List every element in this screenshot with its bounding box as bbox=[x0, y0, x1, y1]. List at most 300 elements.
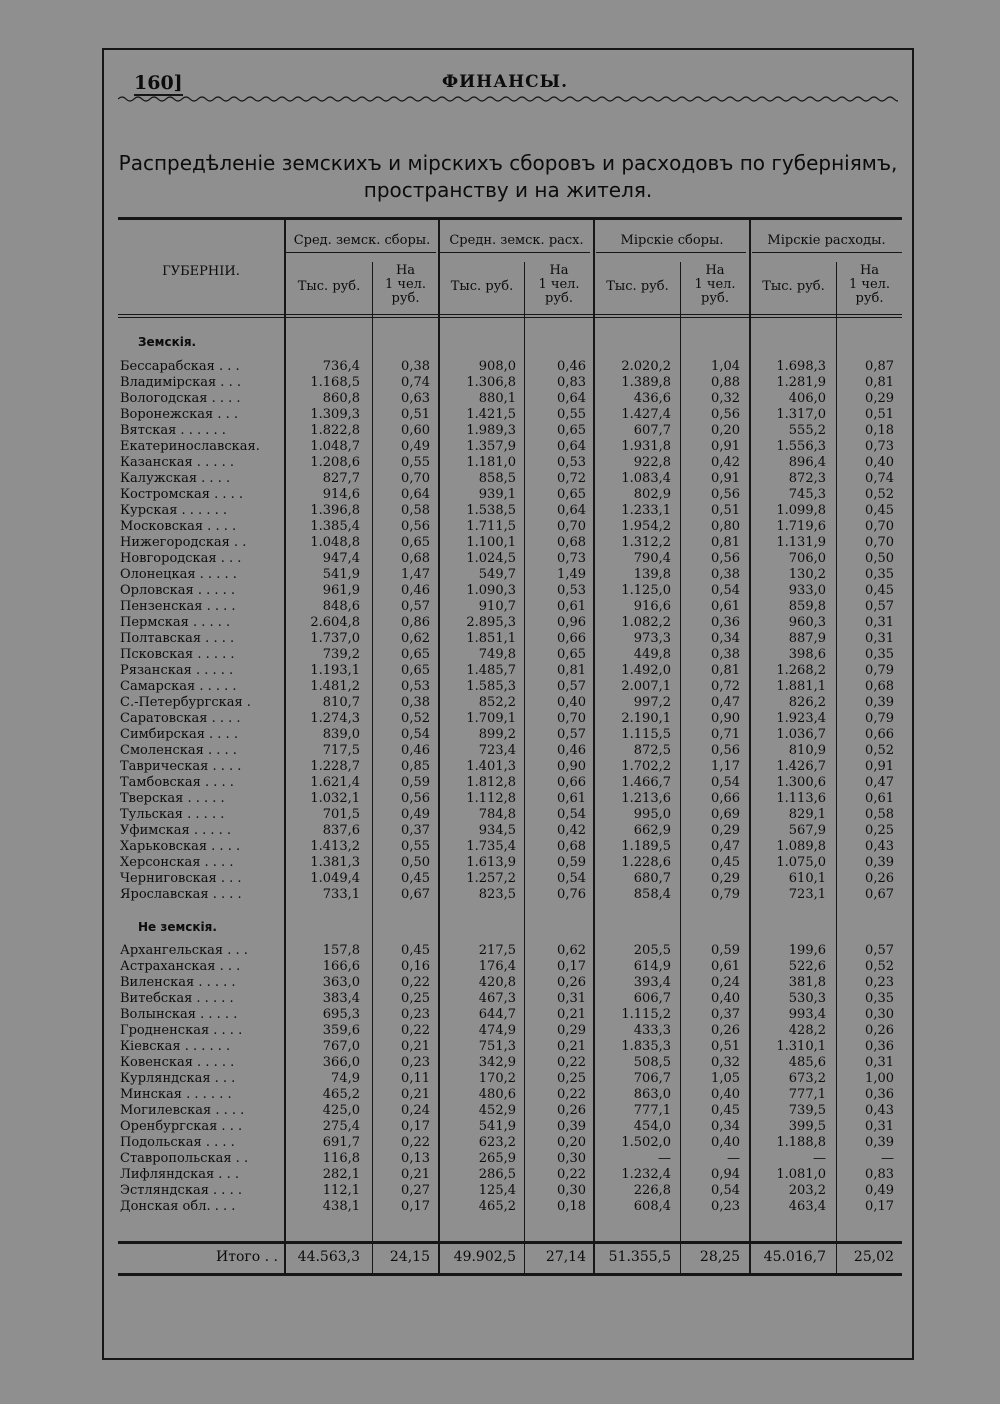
value-cell: 0,29 bbox=[865, 391, 894, 406]
value-cell: 859,8 bbox=[788, 599, 826, 614]
value-cell: 1.213,6 bbox=[621, 791, 671, 806]
value-cell: 961,9 bbox=[322, 583, 360, 598]
value-cell: 463,4 bbox=[788, 1199, 826, 1214]
table-row bbox=[118, 647, 902, 663]
value-cell: 0,61 bbox=[711, 959, 740, 974]
value-cell: 0,21 bbox=[401, 1167, 430, 1182]
value-cell: 0,49 bbox=[401, 807, 430, 822]
header-rule-2 bbox=[118, 317, 902, 318]
value-cell: 606,7 bbox=[633, 991, 671, 1006]
value-cell: 0,40 bbox=[711, 991, 740, 1006]
province-name: Херсонская . . . . bbox=[120, 855, 234, 870]
value-cell: 0,65 bbox=[401, 647, 430, 662]
value-cell: 0,49 bbox=[865, 1183, 894, 1198]
value-cell: 933,0 bbox=[788, 583, 826, 598]
province-name: Харьковская . . . . bbox=[120, 839, 241, 854]
total-cell: 25,02 bbox=[853, 1249, 894, 1265]
page-number: 160] bbox=[134, 72, 183, 94]
value-cell: 810,7 bbox=[322, 695, 360, 710]
value-cell: 1,04 bbox=[711, 359, 740, 374]
value-cell: 0,31 bbox=[865, 1055, 894, 1070]
value-cell: 0,27 bbox=[401, 1183, 430, 1198]
value-cell: 0,35 bbox=[865, 647, 894, 662]
province-name: Тульская . . . . . bbox=[120, 807, 225, 822]
value-cell: 0,34 bbox=[711, 631, 740, 646]
value-cell: 0,73 bbox=[865, 439, 894, 454]
value-cell: 0,40 bbox=[865, 455, 894, 470]
value-cell: 1.228,7 bbox=[310, 759, 360, 774]
value-cell: 449,8 bbox=[633, 647, 671, 662]
table-row bbox=[118, 839, 902, 855]
value-cell: 436,6 bbox=[633, 391, 671, 406]
value-cell: 0,16 bbox=[401, 959, 430, 974]
value-cell: 1.427,4 bbox=[621, 407, 671, 422]
table-row bbox=[118, 471, 902, 487]
value-cell: 0,59 bbox=[711, 943, 740, 958]
value-cell: 0,45 bbox=[401, 871, 430, 886]
value-cell: — bbox=[658, 1151, 671, 1166]
table-row bbox=[118, 375, 902, 391]
value-cell: 0,32 bbox=[711, 1055, 740, 1070]
value-cell: 567,9 bbox=[788, 823, 826, 838]
value-cell: 0,50 bbox=[865, 551, 894, 566]
province-name: Витебская . . . . . bbox=[120, 991, 234, 1006]
table-row bbox=[118, 1199, 902, 1215]
value-cell: 1,05 bbox=[711, 1071, 740, 1086]
value-cell: 751,3 bbox=[478, 1039, 516, 1054]
province-name: Тверская . . . . . bbox=[120, 791, 225, 806]
value-cell: 1.113,6 bbox=[776, 791, 826, 806]
value-cell: 0,56 bbox=[401, 519, 430, 534]
value-cell: 0,85 bbox=[401, 759, 430, 774]
value-cell: 1.711,5 bbox=[466, 519, 516, 534]
value-cell: 0,46 bbox=[557, 359, 586, 374]
province-name: Вятская . . . . . . bbox=[120, 423, 226, 438]
value-cell: 1,49 bbox=[557, 567, 586, 582]
value-cell: 823,5 bbox=[478, 887, 516, 902]
value-cell: 0,39 bbox=[557, 1119, 586, 1134]
value-cell: 0,64 bbox=[401, 487, 430, 502]
value-cell: 1.032,1 bbox=[310, 791, 360, 806]
group-underline-4 bbox=[752, 252, 902, 253]
value-cell: 1.881,1 bbox=[776, 679, 826, 694]
value-cell: 0,52 bbox=[865, 487, 894, 502]
value-cell: 777,1 bbox=[633, 1103, 671, 1118]
value-cell: 0,83 bbox=[557, 375, 586, 390]
table-row bbox=[118, 807, 902, 823]
province-name: Казанская . . . . . bbox=[120, 455, 234, 470]
value-cell: 0,79 bbox=[865, 711, 894, 726]
value-cell: 614,9 bbox=[633, 959, 671, 974]
table-row bbox=[118, 711, 902, 727]
value-cell: 0,24 bbox=[401, 1103, 430, 1118]
value-cell: 0,54 bbox=[557, 807, 586, 822]
value-cell: 0,31 bbox=[557, 991, 586, 1006]
decorative-wave-rule bbox=[118, 94, 898, 104]
value-cell: 608,4 bbox=[633, 1199, 671, 1214]
value-cell: 0,67 bbox=[865, 887, 894, 902]
header-thousands-1: Тыс. руб. bbox=[297, 279, 361, 294]
value-cell: 0,37 bbox=[711, 1007, 740, 1022]
value-cell: 1.851,1 bbox=[466, 631, 516, 646]
province-name: Подольская . . . . bbox=[120, 1135, 235, 1150]
value-cell: 810,9 bbox=[788, 743, 826, 758]
value-cell: 0,56 bbox=[711, 407, 740, 422]
value-cell: 1.099,8 bbox=[776, 503, 826, 518]
header-rule-1 bbox=[118, 314, 902, 315]
value-cell: 736,4 bbox=[322, 359, 360, 374]
value-cell: 0,46 bbox=[401, 743, 430, 758]
value-cell: 1.735,4 bbox=[466, 839, 516, 854]
value-cell: 723,1 bbox=[788, 887, 826, 902]
value-cell: 0,66 bbox=[711, 791, 740, 806]
table-row bbox=[118, 975, 902, 991]
value-cell: 485,6 bbox=[788, 1055, 826, 1070]
province-name: Калужская . . . . bbox=[120, 471, 231, 486]
value-cell: 610,1 bbox=[788, 871, 826, 886]
value-cell: 0,57 bbox=[401, 599, 430, 614]
value-cell: 0,90 bbox=[711, 711, 740, 726]
value-cell: 398,6 bbox=[788, 647, 826, 662]
value-cell: 717,5 bbox=[322, 743, 360, 758]
section-zemskie: Земскія. bbox=[138, 335, 197, 349]
table-row bbox=[118, 1119, 902, 1135]
value-cell: 0,65 bbox=[557, 423, 586, 438]
value-cell: 286,5 bbox=[478, 1167, 516, 1182]
value-cell: 1.257,2 bbox=[466, 871, 516, 886]
value-cell: 0,11 bbox=[401, 1071, 430, 1086]
value-cell: 0,79 bbox=[865, 663, 894, 678]
value-cell: 0,81 bbox=[557, 663, 586, 678]
value-cell: 474,9 bbox=[478, 1023, 516, 1038]
table-row bbox=[118, 1135, 902, 1151]
value-cell: 749,8 bbox=[478, 647, 516, 662]
value-cell: 0,62 bbox=[557, 943, 586, 958]
value-cell: 0,61 bbox=[557, 791, 586, 806]
value-cell: 0,36 bbox=[865, 1039, 894, 1054]
table-row bbox=[118, 583, 902, 599]
header-gubernii: ГУБЕРНІИ. bbox=[162, 264, 240, 279]
value-cell: 0,46 bbox=[557, 743, 586, 758]
value-cell: 827,7 bbox=[322, 471, 360, 486]
value-cell: 0,52 bbox=[865, 743, 894, 758]
value-cell: 0,23 bbox=[865, 975, 894, 990]
value-cell: 0,57 bbox=[865, 599, 894, 614]
value-cell: 0,21 bbox=[557, 1039, 586, 1054]
value-cell: 997,2 bbox=[633, 695, 671, 710]
value-cell: 0,31 bbox=[865, 615, 894, 630]
value-cell: 2.007,1 bbox=[621, 679, 671, 694]
province-name: Тамбовская . . . . bbox=[120, 775, 234, 790]
province-name: Ярославская . . . . bbox=[120, 887, 242, 902]
value-cell: 0,64 bbox=[557, 439, 586, 454]
value-cell: 0,70 bbox=[865, 519, 894, 534]
value-cell: 0,59 bbox=[401, 775, 430, 790]
province-name: Курляндская . . . bbox=[120, 1071, 236, 1086]
value-cell: 0,42 bbox=[557, 823, 586, 838]
value-cell: 74,9 bbox=[331, 1071, 360, 1086]
province-name: Симбирская . . . . bbox=[120, 727, 238, 742]
group-underline-2 bbox=[440, 252, 590, 253]
value-cell: 0,30 bbox=[557, 1183, 586, 1198]
province-name: Уфимская . . . . . bbox=[120, 823, 232, 838]
table-row bbox=[118, 1087, 902, 1103]
province-name: С.-Петербургская . bbox=[120, 695, 251, 710]
value-cell: 0,35 bbox=[865, 567, 894, 582]
value-cell: 0,58 bbox=[865, 807, 894, 822]
total-cell: 49.902,5 bbox=[453, 1249, 516, 1265]
value-cell: 691,7 bbox=[322, 1135, 360, 1150]
value-cell: 802,9 bbox=[633, 487, 671, 502]
value-cell: 947,4 bbox=[322, 551, 360, 566]
value-cell: 0,65 bbox=[557, 647, 586, 662]
value-cell: 0,55 bbox=[401, 839, 430, 854]
value-cell: 0,26 bbox=[557, 1103, 586, 1118]
value-cell: 0,43 bbox=[865, 839, 894, 854]
table-row bbox=[118, 871, 902, 887]
value-cell: 0,86 bbox=[401, 615, 430, 630]
value-cell: 745,3 bbox=[788, 487, 826, 502]
value-cell: 1.538,5 bbox=[466, 503, 516, 518]
value-cell: 872,3 bbox=[788, 471, 826, 486]
value-cell: 0,25 bbox=[865, 823, 894, 838]
value-cell: 170,2 bbox=[478, 1071, 516, 1086]
value-cell: 0,72 bbox=[557, 471, 586, 486]
value-cell: 1.702,2 bbox=[621, 759, 671, 774]
value-cell: 0,68 bbox=[557, 839, 586, 854]
value-cell: 0,17 bbox=[865, 1199, 894, 1214]
value-cell: 406,0 bbox=[788, 391, 826, 406]
value-cell: 706,7 bbox=[633, 1071, 671, 1086]
value-cell: 701,5 bbox=[322, 807, 360, 822]
table-bottom-rule bbox=[118, 1273, 902, 1276]
value-cell: 2.190,1 bbox=[621, 711, 671, 726]
value-cell: 1.698,3 bbox=[776, 359, 826, 374]
value-cell: 0,87 bbox=[865, 359, 894, 374]
value-cell: 0,21 bbox=[401, 1039, 430, 1054]
value-cell: 1.466,7 bbox=[621, 775, 671, 790]
value-cell: 0,17 bbox=[401, 1199, 430, 1214]
province-name: Гродненская . . . . bbox=[120, 1023, 243, 1038]
province-name: Нижегородская . . bbox=[120, 535, 247, 550]
value-cell: 1.306,8 bbox=[466, 375, 516, 390]
value-cell: 0,18 bbox=[557, 1199, 586, 1214]
value-cell: 0,17 bbox=[557, 959, 586, 974]
value-cell: 0,66 bbox=[557, 631, 586, 646]
value-cell: 0,22 bbox=[401, 1023, 430, 1038]
value-cell: 1.115,5 bbox=[621, 727, 671, 742]
value-cell: 1.389,8 bbox=[621, 375, 671, 390]
value-cell: 0,61 bbox=[865, 791, 894, 806]
value-cell: 0,55 bbox=[401, 455, 430, 470]
value-cell: 1.281,9 bbox=[776, 375, 826, 390]
value-cell: 176,4 bbox=[478, 959, 516, 974]
value-cell: 0,90 bbox=[557, 759, 586, 774]
table-row bbox=[118, 1039, 902, 1055]
value-cell: 425,0 bbox=[322, 1103, 360, 1118]
value-cell: 1.719,6 bbox=[776, 519, 826, 534]
value-cell: 896,4 bbox=[788, 455, 826, 470]
value-cell: 217,5 bbox=[478, 943, 516, 958]
province-name: Кіевская . . . . . . bbox=[120, 1039, 231, 1054]
value-cell: 0,51 bbox=[711, 503, 740, 518]
value-cell: 863,0 bbox=[633, 1087, 671, 1102]
value-cell: 0,37 bbox=[401, 823, 430, 838]
province-name: Орловская . . . . . bbox=[120, 583, 236, 598]
value-cell: 1.413,2 bbox=[310, 839, 360, 854]
header-thousands-3: Тыс. руб. bbox=[606, 279, 669, 294]
value-cell: 662,9 bbox=[633, 823, 671, 838]
value-cell: 1.083,4 bbox=[621, 471, 671, 486]
value-cell: 1.309,3 bbox=[310, 407, 360, 422]
value-cell: 1.357,9 bbox=[466, 439, 516, 454]
value-cell: 1.421,5 bbox=[466, 407, 516, 422]
value-cell: 0,22 bbox=[557, 1087, 586, 1102]
province-name: Донская обл. . . . bbox=[120, 1199, 236, 1214]
value-cell: 0,70 bbox=[401, 471, 430, 486]
value-cell: 465,2 bbox=[322, 1087, 360, 1102]
value-cell: 1.492,0 bbox=[621, 663, 671, 678]
value-cell: 1.112,8 bbox=[466, 791, 516, 806]
value-cell: 0,91 bbox=[865, 759, 894, 774]
value-cell: 0,54 bbox=[711, 775, 740, 790]
value-cell: 0,26 bbox=[557, 975, 586, 990]
value-cell: 0,56 bbox=[711, 743, 740, 758]
value-cell: 1.048,7 bbox=[310, 439, 360, 454]
value-cell: 0,18 bbox=[865, 423, 894, 438]
value-cell: 0,39 bbox=[865, 695, 894, 710]
value-cell: 0,38 bbox=[401, 695, 430, 710]
value-cell: 0,21 bbox=[401, 1087, 430, 1102]
province-name: Новгородская . . . bbox=[120, 551, 242, 566]
value-cell: 1.835,3 bbox=[621, 1039, 671, 1054]
total-row bbox=[118, 1247, 902, 1267]
total-label: Итого . . bbox=[216, 1249, 278, 1265]
value-cell: 0,65 bbox=[401, 535, 430, 550]
value-cell: 1.208,6 bbox=[310, 455, 360, 470]
group-underline-3 bbox=[596, 252, 746, 253]
value-cell: 1.426,7 bbox=[776, 759, 826, 774]
value-cell: 0,24 bbox=[711, 975, 740, 990]
value-cell: 0,73 bbox=[557, 551, 586, 566]
province-name: Могилевская . . . . bbox=[120, 1103, 245, 1118]
province-name: Архангельская . . . bbox=[120, 943, 248, 958]
value-cell: 399,5 bbox=[788, 1119, 826, 1134]
table-row bbox=[118, 663, 902, 679]
value-cell: 852,2 bbox=[478, 695, 516, 710]
value-cell: 139,8 bbox=[633, 567, 671, 582]
header-per-person-3: На 1 чел. руб. bbox=[694, 263, 736, 306]
province-name: Олонецкая . . . . . bbox=[120, 567, 237, 582]
value-cell: 910,7 bbox=[478, 599, 516, 614]
value-cell: 541,9 bbox=[478, 1119, 516, 1134]
value-cell: 0,91 bbox=[711, 471, 740, 486]
table-row bbox=[118, 439, 902, 455]
value-cell: 922,8 bbox=[633, 455, 671, 470]
value-cell: 644,7 bbox=[478, 1007, 516, 1022]
value-cell: 899,2 bbox=[478, 727, 516, 742]
value-cell: 0,36 bbox=[711, 615, 740, 630]
value-cell: 0,74 bbox=[401, 375, 430, 390]
value-cell: 1,00 bbox=[865, 1071, 894, 1086]
value-cell: 0,74 bbox=[865, 471, 894, 486]
value-cell: 116,8 bbox=[322, 1151, 360, 1166]
value-cell: 0,54 bbox=[711, 1183, 740, 1198]
value-cell: 908,0 bbox=[478, 359, 516, 374]
value-cell: 1.396,8 bbox=[310, 503, 360, 518]
value-cell: 0,39 bbox=[865, 855, 894, 870]
running-title: ФИНАНСЫ. bbox=[441, 72, 569, 92]
table-row bbox=[118, 551, 902, 567]
value-cell: 0,81 bbox=[711, 535, 740, 550]
header-thousands-4: Тыс. руб. bbox=[762, 279, 825, 294]
value-cell: 199,6 bbox=[788, 943, 826, 958]
total-cell: 45.016,7 bbox=[763, 1249, 826, 1265]
value-cell: 1.233,1 bbox=[621, 503, 671, 518]
value-cell: 0,88 bbox=[711, 375, 740, 390]
value-cell: 1.923,4 bbox=[776, 711, 826, 726]
value-cell: 0,54 bbox=[401, 727, 430, 742]
value-cell: 0,56 bbox=[711, 487, 740, 502]
value-cell: 381,8 bbox=[788, 975, 826, 990]
value-cell: 1.401,3 bbox=[466, 759, 516, 774]
value-cell: 0,38 bbox=[711, 567, 740, 582]
value-cell: 555,2 bbox=[788, 423, 826, 438]
value-cell: 393,4 bbox=[633, 975, 671, 990]
value-cell: 0,30 bbox=[557, 1151, 586, 1166]
table-row bbox=[118, 679, 902, 695]
table-row bbox=[118, 1007, 902, 1023]
finance-table bbox=[118, 217, 902, 1277]
group-underline-1 bbox=[286, 252, 436, 253]
value-cell: 858,4 bbox=[633, 887, 671, 902]
value-cell: 973,3 bbox=[633, 631, 671, 646]
value-cell: 522,6 bbox=[788, 959, 826, 974]
value-cell: 623,2 bbox=[478, 1135, 516, 1150]
value-cell: 383,4 bbox=[322, 991, 360, 1006]
table-row bbox=[118, 455, 902, 471]
value-cell: 0,91 bbox=[711, 439, 740, 454]
header-group-3: Мірскіе сборы. bbox=[620, 233, 724, 248]
value-cell: 858,5 bbox=[478, 471, 516, 486]
value-cell: 0,13 bbox=[401, 1151, 430, 1166]
value-cell: 0,64 bbox=[557, 503, 586, 518]
value-cell: 1.954,2 bbox=[621, 519, 671, 534]
province-name: Пермская . . . . . bbox=[120, 615, 231, 630]
value-cell: 0,71 bbox=[711, 727, 740, 742]
table-row bbox=[118, 423, 902, 439]
table-row bbox=[118, 743, 902, 759]
value-cell: 0,45 bbox=[865, 583, 894, 598]
value-cell: 1.228,6 bbox=[621, 855, 671, 870]
value-cell: 0,61 bbox=[557, 599, 586, 614]
value-cell: 508,5 bbox=[633, 1055, 671, 1070]
value-cell: 1.115,2 bbox=[621, 1007, 671, 1022]
value-cell: 0,70 bbox=[557, 711, 586, 726]
province-name: Бессарабская . . . bbox=[120, 359, 240, 374]
value-cell: 342,9 bbox=[478, 1055, 516, 1070]
value-cell: 438,1 bbox=[322, 1199, 360, 1214]
value-cell: 0,22 bbox=[557, 1055, 586, 1070]
value-cell: 0,34 bbox=[711, 1119, 740, 1134]
value-cell: 0,76 bbox=[557, 887, 586, 902]
value-cell: 837,6 bbox=[322, 823, 360, 838]
value-cell: 914,6 bbox=[322, 487, 360, 502]
province-name: Минская . . . . . . bbox=[120, 1087, 232, 1102]
province-name: Самарская . . . . . bbox=[120, 679, 237, 694]
value-cell: 1.048,8 bbox=[310, 535, 360, 550]
table-row bbox=[118, 695, 902, 711]
